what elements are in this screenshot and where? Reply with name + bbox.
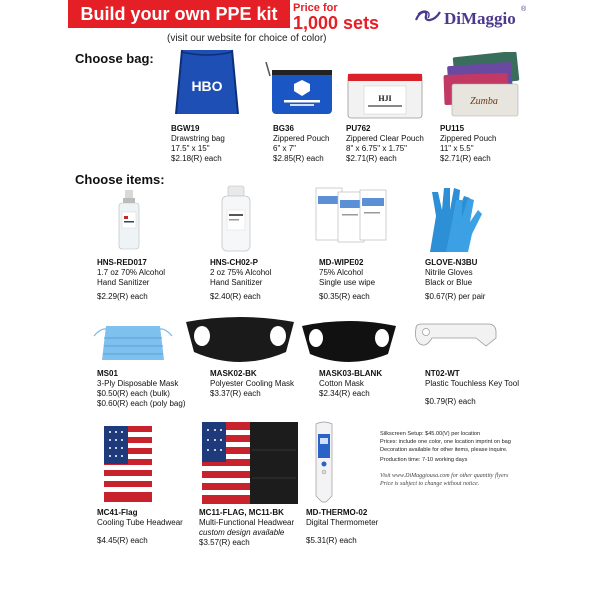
product-code: MASK02-BK bbox=[210, 369, 257, 378]
product-size: 6" x 7" bbox=[273, 144, 297, 153]
product-note: custom design available bbox=[199, 528, 285, 537]
product-description-2: Single use wipe bbox=[319, 278, 376, 287]
product-size: 17.5" x 15" bbox=[171, 144, 210, 153]
product-price: $0.67(R) per pair bbox=[425, 292, 486, 301]
bag-item-pu115[interactable] bbox=[440, 124, 496, 164]
product-price: $3.57(R) each bbox=[199, 538, 250, 547]
product-code: MC41-Flag bbox=[97, 508, 138, 517]
item-hns-ch02-p[interactable] bbox=[210, 258, 271, 302]
item-md-thermo-02[interactable] bbox=[306, 508, 378, 546]
product-price: $4.45(R) each bbox=[97, 536, 148, 545]
product-code: HNS-CH02-P bbox=[210, 258, 259, 267]
product-code: MD-WIPE02 bbox=[319, 258, 364, 267]
item-mc11[interactable] bbox=[199, 508, 294, 548]
product-code: MASK03-BLANK bbox=[319, 369, 383, 378]
sanitizer-bottle-flip-image bbox=[214, 184, 258, 254]
dimaggio-logo bbox=[414, 6, 534, 30]
product-price: $5.31(R) each bbox=[306, 536, 357, 545]
item-md-wipe02[interactable] bbox=[319, 258, 375, 302]
product-description: Cotton Mask bbox=[319, 379, 364, 388]
product-code: MC11-FLAG, MC11-BK bbox=[199, 508, 284, 517]
product-code: HNS-RED017 bbox=[97, 258, 147, 267]
section-title-items: Choose items: bbox=[75, 172, 165, 187]
product-description-2: Hand Sanitizer bbox=[210, 278, 263, 287]
multi-functional-headwear-image bbox=[200, 420, 300, 506]
zippered-pouch-assorted-image bbox=[438, 52, 528, 122]
product-size: 11" x 5.5" bbox=[440, 144, 474, 153]
product-description: Polyester Cooling Mask bbox=[210, 379, 295, 388]
digital-thermometer-image bbox=[312, 420, 336, 504]
product-price: $0.60(R) each (poly bag) bbox=[97, 399, 186, 408]
logo-swirl-icon bbox=[414, 8, 442, 24]
sanitizer-bottle-small-image bbox=[114, 188, 144, 252]
subtitle: (visit our website for choice of color) bbox=[167, 33, 327, 44]
flag-tube-headwear-image bbox=[102, 424, 154, 504]
product-price: $2.34(R) each bbox=[319, 389, 370, 398]
product-price: $0.79(R) each bbox=[425, 397, 476, 406]
item-nt02-wt[interactable] bbox=[425, 369, 519, 407]
product-description: Zippered Clear Pouch bbox=[346, 134, 424, 143]
bag-item-pu762[interactable] bbox=[346, 124, 424, 164]
bag-item-bgw19[interactable] bbox=[171, 124, 225, 164]
section-title-bags: Choose bag: bbox=[75, 51, 154, 66]
pouch-imprint-zumba: Zumba bbox=[470, 96, 498, 107]
page-title-banner: Build your own PPE kit bbox=[68, 0, 290, 28]
product-code: NT02-WT bbox=[425, 369, 460, 378]
price-quantity: 1,000 sets bbox=[293, 13, 380, 33]
product-description: Zippered Pouch bbox=[440, 134, 497, 143]
product-description-2: Black or Blue bbox=[425, 278, 473, 287]
item-mask02-bk[interactable] bbox=[210, 369, 294, 399]
logo-text: DiMaggio bbox=[444, 9, 516, 28]
note-price-change: Price is subject to change without notice. bbox=[380, 481, 480, 487]
item-mc41-flag[interactable] bbox=[97, 508, 183, 546]
product-price-bulk: $0.50(R) each (bulk) bbox=[97, 389, 170, 398]
product-price: $2.29(R) each bbox=[97, 292, 148, 301]
product-price: $2.40(R) each bbox=[210, 292, 261, 301]
product-code: GLOVE-N3BU bbox=[425, 258, 478, 267]
product-description: Digital Thermometer bbox=[306, 518, 379, 527]
product-price: $2.85(R) each bbox=[273, 154, 324, 163]
product-code: PU762 bbox=[346, 124, 371, 133]
product-description: Multi-Functional Headwear bbox=[199, 518, 295, 527]
product-description: 1.7 oz 70% Alcohol bbox=[97, 268, 166, 277]
note-website[interactable]: Visit www.DiMaggiousa.com for other quantity flyers bbox=[380, 473, 509, 479]
note-decoration: Decoration available for other items, please inquire. bbox=[380, 447, 508, 453]
product-description: Cooling Tube Headwear bbox=[97, 518, 183, 527]
product-description: 75% Alcohol bbox=[319, 268, 364, 277]
product-price: $0.35(R) each bbox=[319, 292, 370, 301]
product-code: BGW19 bbox=[171, 124, 200, 133]
product-description-2: Hand Sanitizer bbox=[97, 278, 150, 287]
product-description: Zippered Pouch bbox=[273, 134, 330, 143]
item-hns-red017[interactable] bbox=[97, 258, 165, 302]
logo-registered: ® bbox=[521, 6, 527, 13]
product-code: PU115 bbox=[440, 124, 465, 133]
item-glove-n3bu[interactable] bbox=[425, 258, 485, 302]
item-mask03-blank[interactable] bbox=[319, 369, 382, 399]
note-setup: Silkscreen Setup: $45.00(V) per location bbox=[380, 431, 481, 437]
polyester-cooling-mask-image bbox=[182, 312, 298, 368]
bag-item-bg36[interactable] bbox=[273, 124, 329, 164]
product-description: 2 oz 75% Alcohol bbox=[210, 268, 272, 277]
product-description: Drawstring bag bbox=[171, 134, 225, 143]
product-price: $2.71(R) each bbox=[440, 154, 491, 163]
product-description: Nitrile Gloves bbox=[425, 268, 473, 277]
cotton-mask-image bbox=[300, 316, 398, 366]
bag-imprint-hbo: HBO bbox=[191, 78, 223, 94]
note-production: Production time: 7-10 working days bbox=[380, 457, 468, 463]
clear-pouch-image bbox=[344, 70, 426, 122]
drawstring-bag-image bbox=[168, 44, 246, 120]
zippered-pouch-blue-image bbox=[256, 62, 336, 116]
product-price: $2.71(R) each bbox=[346, 154, 397, 163]
touchless-key-tool-image bbox=[412, 322, 500, 352]
product-price: $2.18(R) each bbox=[171, 154, 222, 163]
price-label: Price for bbox=[293, 2, 338, 14]
product-description: 3-Ply Disposable Mask bbox=[97, 379, 179, 388]
product-code: MD-THERMO-02 bbox=[306, 508, 368, 517]
pouch-imprint-hji: HJI bbox=[378, 94, 392, 103]
product-size: 8" x 6.75" x 1.75" bbox=[346, 144, 407, 153]
product-code: MS01 bbox=[97, 369, 118, 378]
alcohol-wipes-image bbox=[310, 186, 390, 244]
product-description: Plastic Touchless Key Tool bbox=[425, 379, 519, 388]
product-code: BG36 bbox=[273, 124, 294, 133]
nitrile-gloves-image bbox=[422, 182, 486, 254]
product-price: $3.37(R) each bbox=[210, 389, 261, 398]
disposable-mask-image bbox=[92, 316, 174, 370]
note-prices: Prices: include one color, one location imprint on bag bbox=[380, 439, 511, 445]
item-ms01[interactable] bbox=[97, 369, 186, 409]
